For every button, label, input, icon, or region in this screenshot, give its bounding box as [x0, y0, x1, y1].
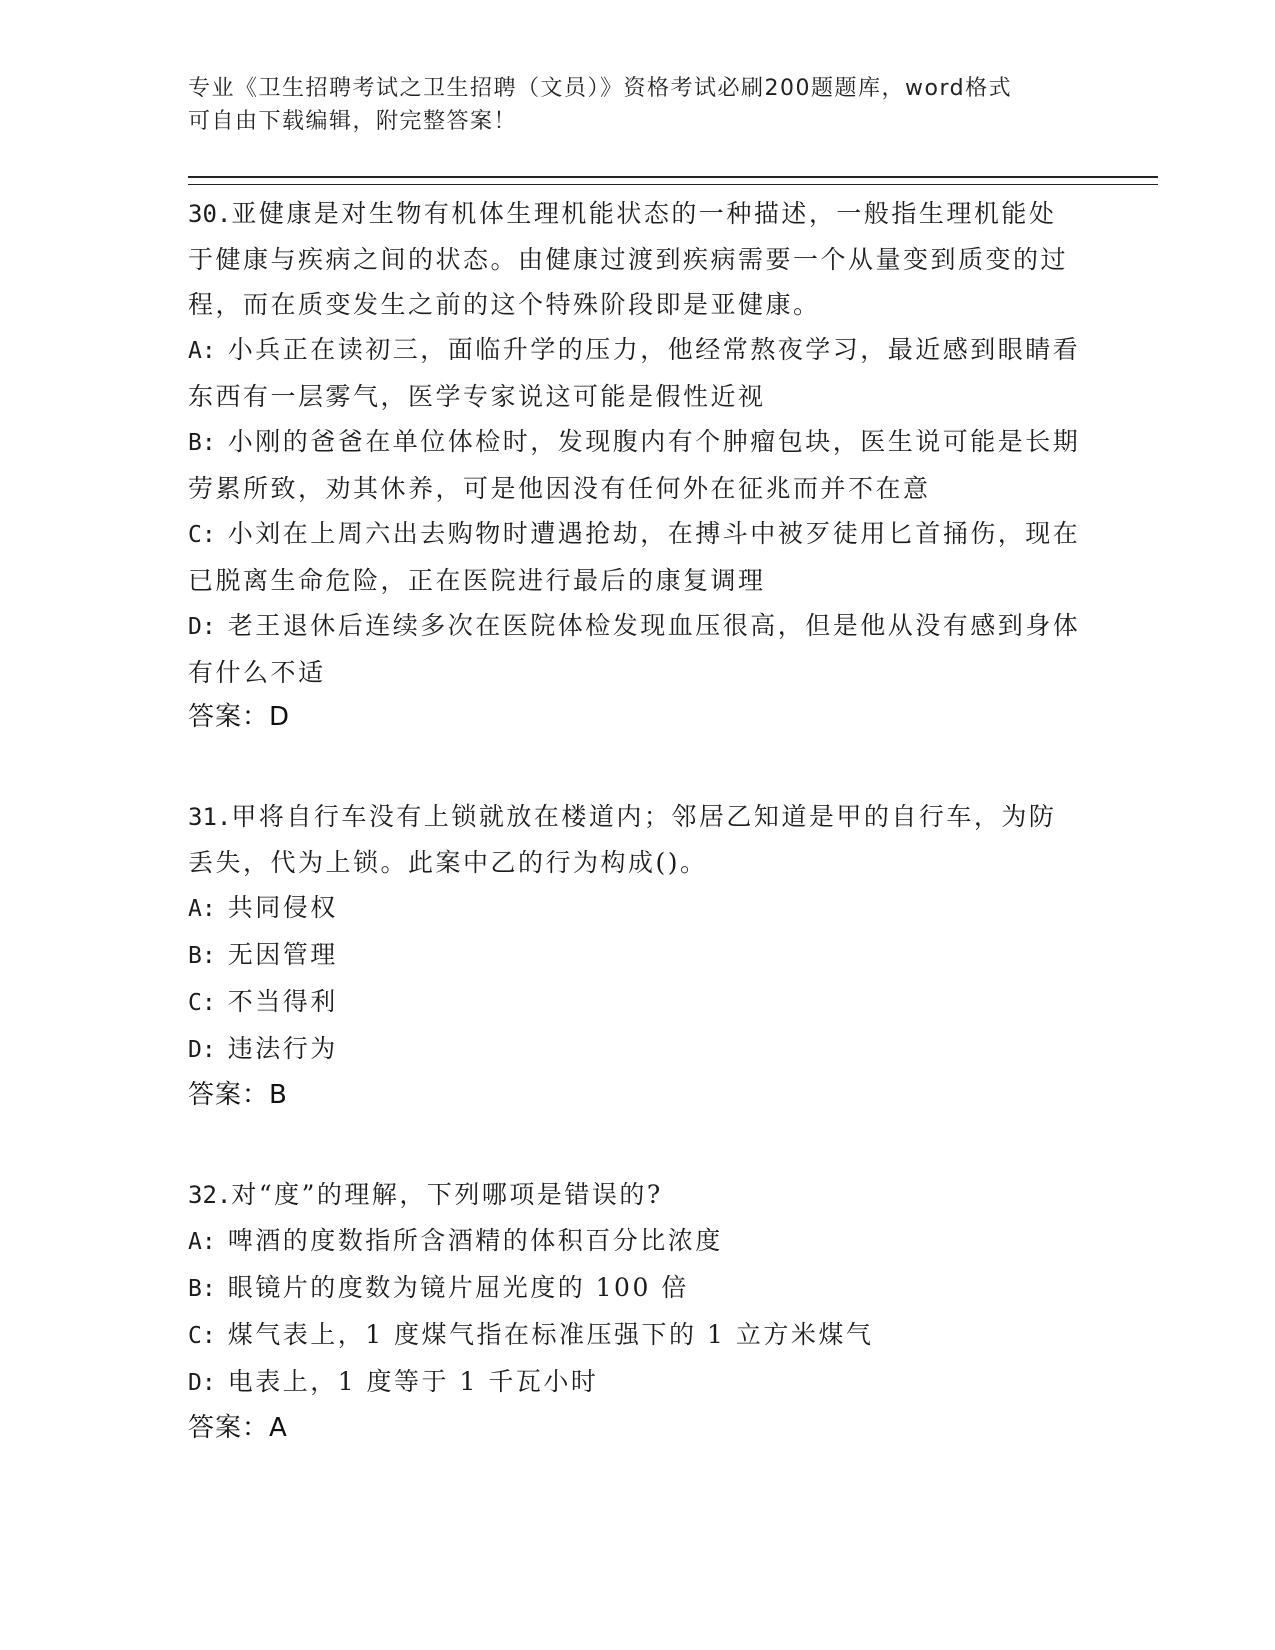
option-text: 煤气表上，1 度煤气指在标准压强下的 1 立方米煤气 [227, 1320, 874, 1349]
option-text: 小兵正在读初三，面临升学的压力，他经常熬夜学习，最近感到眼睛看东西有一层雾气，医学专家说这可能是假性近视 [188, 335, 1081, 411]
option-text: 不当得利 [227, 987, 338, 1016]
option-d [188, 1359, 1083, 1406]
option-text: 啤酒的度数指所含酒精的体积百分比浓度 [227, 1226, 723, 1255]
question-32 [188, 1172, 1083, 1451]
question-31 [188, 794, 1083, 1118]
question-stem: 对“度”的理解，下列哪项是错误的? [231, 1180, 663, 1209]
option-c [188, 1312, 1083, 1359]
question-number: 31. [188, 803, 232, 831]
option-text: 小刚的爸爸在单位体检时，发现腹内有个肿瘤包块，医生说可能是长期劳累所致，劝其休养，可是他因没有任何外在征兆而并不在意 [188, 427, 1081, 503]
question-text [188, 1172, 1083, 1218]
option-text: 违法行为 [227, 1034, 338, 1063]
question-stem: 甲将自行车没有上锁就放在楼道内；邻居乙知道是甲的自行车，为防丢失，代为上锁。此案中乙的行为构成()。 [188, 802, 1057, 877]
option-text: 老王退休后连续多次在医院体检发现血压很高，但是他从没有感到身体有什么不适 [188, 611, 1081, 687]
option-c [188, 979, 1083, 1026]
option-b [188, 1265, 1083, 1312]
option-a [188, 885, 1083, 932]
option-letter: C: [188, 990, 216, 1016]
option-a [188, 1218, 1083, 1265]
option-text: 共同侵权 [227, 893, 338, 922]
option-d [188, 1026, 1083, 1073]
question-number: 32. [188, 1181, 232, 1209]
option-text: 电表上，1 度等于 1 千瓦小时 [227, 1367, 599, 1396]
question-text [188, 794, 1083, 885]
option-b [188, 932, 1083, 979]
document-header [188, 72, 1088, 138]
option-letter: D: [188, 1037, 216, 1063]
option-c [188, 511, 1083, 603]
answer-line: 答案：B [188, 1080, 288, 1110]
option-letter: A: [188, 1229, 216, 1255]
option-letter: A: [188, 338, 216, 364]
option-letter: C: [188, 1323, 216, 1349]
question-stem: 亚健康是对生物有机体生理机能状态的一种描述，一般指生理机能处于健康与疾病之间的状态。由健康过渡到疾病需要一个从量变到质变的过程，而在质变发生之前的这个特殊阶段即是亚健康。 [188, 199, 1069, 319]
option-letter: B: [188, 1276, 216, 1302]
answer-line: 答案：A [188, 1413, 288, 1443]
option-letter: C: [188, 522, 216, 548]
option-letter: D: [188, 1370, 216, 1396]
answer-line: 答案：D [188, 702, 291, 732]
option-a [188, 327, 1083, 419]
option-letter: B: [188, 430, 216, 456]
question-30 [188, 191, 1083, 740]
option-letter: D: [188, 614, 216, 640]
option-text: 小刘在上周六出去购物时遭遇抢劫，在搏斗中被歹徒用匕首捅伤，现在已脱离生命危险，正在医院进行最后的康复调理 [188, 519, 1081, 595]
option-letter: A: [188, 896, 216, 922]
question-number: 30. [188, 200, 232, 228]
header-line-2: 可自由下载编辑，附完整答案！ [188, 109, 518, 134]
option-b [188, 419, 1083, 511]
option-text: 无因管理 [227, 940, 338, 969]
option-text: 眼镜片的度数为镜片屈光度的 100 倍 [227, 1273, 689, 1302]
header-line-1: 专业《卫生招聘考试之卫生招聘（文员）》资格考试必刷200题题库，word格式 [188, 76, 1013, 101]
question-text [188, 191, 1083, 327]
header-divider [188, 176, 1158, 185]
option-d [188, 603, 1083, 695]
question-list [188, 191, 1083, 1505]
option-letter: B: [188, 943, 216, 969]
